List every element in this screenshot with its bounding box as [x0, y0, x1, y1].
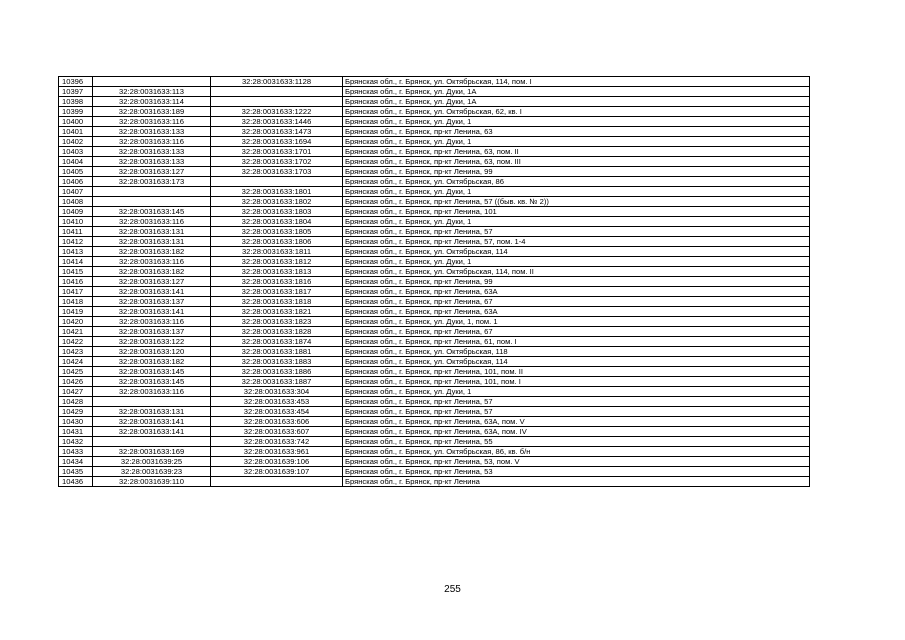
- row-number: 10419: [59, 307, 93, 317]
- address: Брянская обл., г. Брянск, пр-кт Ленина, 67: [343, 297, 810, 307]
- cadastral-number-object: 32:28:0031633:1817: [211, 287, 343, 297]
- table-row: [59, 437, 810, 447]
- address: Брянская обл., г. Брянск, пр-кт Ленина, 101, пом. I: [343, 377, 810, 387]
- row-number: 10428: [59, 397, 93, 407]
- cadastral-number-parcel: 32:28:0031639:25: [93, 457, 211, 467]
- table-row: [59, 447, 810, 457]
- cadastral-number-object: 32:28:0031633:1811: [211, 247, 343, 257]
- cadastral-number-parcel: 32:28:0031633:113: [93, 87, 211, 97]
- address: Брянская обл., г. Брянск, ул. Дуки, 1: [343, 137, 810, 147]
- table-row: [59, 237, 810, 247]
- cadastral-number-parcel: 32:28:0031633:145: [93, 367, 211, 377]
- table-row: [59, 117, 810, 127]
- cadastral-number-object: 32:28:0031633:304: [211, 387, 343, 397]
- cadastral-number-object: 32:28:0031633:1828: [211, 327, 343, 337]
- address: Брянская обл., г. Брянск, пр-кт Ленина, 99: [343, 167, 810, 177]
- table-row: [59, 197, 810, 207]
- cadastral-number-object: 32:28:0031639:106: [211, 457, 343, 467]
- address: Брянская обл., г. Брянск, пр-кт Ленина, 57 ((быв. кв. № 2)): [343, 197, 810, 207]
- table-row: [59, 177, 810, 187]
- table-row: [59, 187, 810, 197]
- address: Брянская обл., г. Брянск, пр-кт Ленина, 61, пом. I: [343, 337, 810, 347]
- cadastral-number-object: 32:28:0031633:1874: [211, 337, 343, 347]
- cadastral-number-object: 32:28:0031633:961: [211, 447, 343, 457]
- row-number: 10433: [59, 447, 93, 457]
- cadastral-number-parcel: [93, 187, 211, 197]
- cadastral-number-object: 32:28:0031633:1446: [211, 117, 343, 127]
- table-row: [59, 97, 810, 107]
- table-row: [59, 247, 810, 257]
- row-number: 10402: [59, 137, 93, 147]
- row-number: 10418: [59, 297, 93, 307]
- table-row: [59, 157, 810, 167]
- table-row: [59, 477, 810, 487]
- cadastral-number-parcel: 32:28:0031633:145: [93, 207, 211, 217]
- cadastral-number-object: 32:28:0031633:1702: [211, 157, 343, 167]
- row-number: 10399: [59, 107, 93, 117]
- cadastral-number-parcel: 32:28:0031633:141: [93, 307, 211, 317]
- cadastral-number-parcel: 32:28:0031633:133: [93, 127, 211, 137]
- address: Брянская обл., г. Брянск, ул. Дуки, 1: [343, 217, 810, 227]
- cadastral-number-parcel: 32:28:0031633:133: [93, 147, 211, 157]
- cadastral-number-parcel: 32:28:0031633:120: [93, 347, 211, 357]
- row-number: 10421: [59, 327, 93, 337]
- table-row: [59, 317, 810, 327]
- address: Брянская обл., г. Брянск, пр-кт Ленина, 101, пом. II: [343, 367, 810, 377]
- address: Брянская обл., г. Брянск, ул. Октябрьская, 118: [343, 347, 810, 357]
- table-row: [59, 357, 810, 367]
- cadastral-number-object: [211, 87, 343, 97]
- cadastral-number-object: 32:28:0031633:1805: [211, 227, 343, 237]
- row-number: 10412: [59, 237, 93, 247]
- address: Брянская обл., г. Брянск, ул. Дуки, 1: [343, 117, 810, 127]
- cadastral-number-parcel: 32:28:0031633:141: [93, 417, 211, 427]
- cadastral-number-object: 32:28:0031633:1703: [211, 167, 343, 177]
- row-number: 10396: [59, 77, 93, 87]
- table-row: [59, 77, 810, 87]
- address: Брянская обл., г. Брянск, ул. Дуки, 1: [343, 187, 810, 197]
- cadastral-number-parcel: 32:28:0031633:116: [93, 217, 211, 227]
- cadastral-number-object: 32:28:0031633:1803: [211, 207, 343, 217]
- table-row: [59, 417, 810, 427]
- address: Брянская обл., г. Брянск, ул. Дуки, 1: [343, 387, 810, 397]
- cadastral-number-parcel: 32:28:0031633:133: [93, 157, 211, 167]
- address: Брянская обл., г. Брянск, пр-кт Ленина, 53, пом. V: [343, 457, 810, 467]
- cadastral-number-object: 32:28:0031633:742: [211, 437, 343, 447]
- address: Брянская обл., г. Брянск, пр-кт Ленина: [343, 477, 810, 487]
- table-row: [59, 327, 810, 337]
- row-number: 10423: [59, 347, 93, 357]
- cadastral-number-object: 32:28:0031633:1802: [211, 197, 343, 207]
- row-number: 10420: [59, 317, 93, 327]
- address: Брянская обл., г. Брянск, ул. Октябрьская, 114: [343, 357, 810, 367]
- address: Брянская обл., г. Брянск, пр-кт Ленина, 63, пом. III: [343, 157, 810, 167]
- address: Брянская обл., г. Брянск, пр-кт Ленина, 99: [343, 277, 810, 287]
- row-number: 10397: [59, 87, 93, 97]
- table-row: [59, 257, 810, 267]
- records-table: [58, 76, 810, 487]
- address: Брянская обл., г. Брянск, ул. Дуки, 1: [343, 257, 810, 267]
- table-row: [59, 407, 810, 417]
- row-number: 10435: [59, 467, 93, 477]
- row-number: 10424: [59, 357, 93, 367]
- row-number: 10429: [59, 407, 93, 417]
- address: Брянская обл., г. Брянск, ул. Октябрьская, 114, пом. II: [343, 267, 810, 277]
- row-number: 10398: [59, 97, 93, 107]
- table-row: [59, 457, 810, 467]
- cadastral-number-object: 32:28:0031633:1128: [211, 77, 343, 87]
- page-number: 255: [444, 584, 461, 595]
- cadastral-number-object: 32:28:0031633:1473: [211, 127, 343, 137]
- row-number: 10431: [59, 427, 93, 437]
- cadastral-number-object: 32:28:0031633:1694: [211, 137, 343, 147]
- cadastral-number-object: 32:28:0031633:1883: [211, 357, 343, 367]
- cadastral-number-object: 32:28:0031633:454: [211, 407, 343, 417]
- address: Брянская обл., г. Брянск, пр-кт Ленина, 57, пом. 1-4: [343, 237, 810, 247]
- row-number: 10415: [59, 267, 93, 277]
- cadastral-number-parcel: 32:28:0031633:173: [93, 177, 211, 187]
- row-number: 10432: [59, 437, 93, 447]
- address: Брянская обл., г. Брянск, пр-кт Ленина, 63А: [343, 307, 810, 317]
- row-number: 10414: [59, 257, 93, 267]
- address: Брянская обл., г. Брянск, пр-кт Ленина, 63А, пом. V: [343, 417, 810, 427]
- table-row: [59, 107, 810, 117]
- table-row: [59, 137, 810, 147]
- table-row: [59, 427, 810, 437]
- row-number: 10422: [59, 337, 93, 347]
- row-number: 10405: [59, 167, 93, 177]
- cadastral-number-object: 32:28:0031633:1887: [211, 377, 343, 387]
- address: Брянская обл., г. Брянск, ул. Октябрьская, 86, кв. б/н: [343, 447, 810, 457]
- cadastral-number-object: 32:28:0031633:1804: [211, 217, 343, 227]
- table-row: [59, 347, 810, 357]
- address: Брянская обл., г. Брянск, пр-кт Ленина, 63: [343, 127, 810, 137]
- cadastral-number-parcel: [93, 77, 211, 87]
- address: Брянская обл., г. Брянск, ул. Дуки, 1, пом. 1: [343, 317, 810, 327]
- table-row: [59, 167, 810, 177]
- address: Брянская обл., г. Брянск, ул. Октябрьская, 114: [343, 247, 810, 257]
- row-number: 10436: [59, 477, 93, 487]
- cadastral-number-object: 32:28:0031633:1821: [211, 307, 343, 317]
- address: Брянская обл., г. Брянск, пр-кт Ленина, 67: [343, 327, 810, 337]
- row-number: 10430: [59, 417, 93, 427]
- row-number: 10401: [59, 127, 93, 137]
- cadastral-number-object: 32:28:0031633:607: [211, 427, 343, 437]
- cadastral-number-object: 32:28:0031633:1222: [211, 107, 343, 117]
- cadastral-number-object: 32:28:0031633:1701: [211, 147, 343, 157]
- table-row: [59, 147, 810, 157]
- address: Брянская обл., г. Брянск, пр-кт Ленина, 63А, пом. IV: [343, 427, 810, 437]
- table-row: [59, 207, 810, 217]
- cadastral-number-object: 32:28:0031633:1812: [211, 257, 343, 267]
- row-number: 10411: [59, 227, 93, 237]
- cadastral-number-parcel: 32:28:0031633:141: [93, 427, 211, 437]
- row-number: 10400: [59, 117, 93, 127]
- address: Брянская обл., г. Брянск, пр-кт Ленина, 101: [343, 207, 810, 217]
- row-number: 10410: [59, 217, 93, 227]
- cadastral-number-parcel: 32:28:0031633:131: [93, 227, 211, 237]
- table-row: [59, 307, 810, 317]
- cadastral-number-parcel: 32:28:0031633:116: [93, 257, 211, 267]
- cadastral-number-parcel: 32:28:0031633:127: [93, 167, 211, 177]
- address: Брянская обл., г. Брянск, ул. Октябрьская, 114, пом. I: [343, 77, 810, 87]
- cadastral-number-object: 32:28:0031633:1806: [211, 237, 343, 247]
- cadastral-number-parcel: 32:28:0031633:127: [93, 277, 211, 287]
- row-number: 10425: [59, 367, 93, 377]
- table-row: [59, 277, 810, 287]
- table-row: [59, 297, 810, 307]
- row-number: 10416: [59, 277, 93, 287]
- row-number: 10426: [59, 377, 93, 387]
- cadastral-number-parcel: 32:28:0031633:116: [93, 137, 211, 147]
- cadastral-number-parcel: 32:28:0031633:116: [93, 117, 211, 127]
- table-row: [59, 267, 810, 277]
- table-row: [59, 87, 810, 97]
- cadastral-number-parcel: 32:28:0031639:23: [93, 467, 211, 477]
- address: Брянская обл., г. Брянск, пр-кт Ленина, 57: [343, 397, 810, 407]
- row-number: 10407: [59, 187, 93, 197]
- records-body: [59, 77, 810, 487]
- table-row: [59, 227, 810, 237]
- cadastral-number-parcel: [93, 197, 211, 207]
- table-row: [59, 377, 810, 387]
- address: Брянская обл., г. Брянск, пр-кт Ленина, 53: [343, 467, 810, 477]
- cadastral-number-object: 32:28:0031639:107: [211, 467, 343, 477]
- address: Брянская обл., г. Брянск, ул. Дуки, 1А: [343, 97, 810, 107]
- cadastral-number-object: 32:28:0031633:1886: [211, 367, 343, 377]
- address: Брянская обл., г. Брянск, ул. Октябрьская, 86: [343, 177, 810, 187]
- cadastral-number-object: 32:28:0031633:1816: [211, 277, 343, 287]
- cadastral-number-object: [211, 477, 343, 487]
- row-number: 10404: [59, 157, 93, 167]
- cadastral-number-parcel: 32:28:0031639:110: [93, 477, 211, 487]
- address: Брянская обл., г. Брянск, пр-кт Ленина, 57: [343, 227, 810, 237]
- address: Брянская обл., г. Брянск, пр-кт Ленина, 63А: [343, 287, 810, 297]
- address: Брянская обл., г. Брянск, ул. Октябрьская, 62, кв. I: [343, 107, 810, 117]
- row-number: 10403: [59, 147, 93, 157]
- table-row: [59, 467, 810, 477]
- cadastral-number-parcel: 32:28:0031633:169: [93, 447, 211, 457]
- cadastral-number-parcel: 32:28:0031633:141: [93, 287, 211, 297]
- cadastral-number-object: [211, 177, 343, 187]
- cadastral-number-parcel: [93, 397, 211, 407]
- cadastral-number-parcel: 32:28:0031633:131: [93, 407, 211, 417]
- cadastral-number-parcel: [93, 437, 211, 447]
- address: Брянская обл., г. Брянск, пр-кт Ленина, 55: [343, 437, 810, 447]
- cadastral-number-parcel: 32:28:0031633:137: [93, 327, 211, 337]
- table-row: [59, 287, 810, 297]
- cadastral-number-object: 32:28:0031633:1818: [211, 297, 343, 307]
- address: Брянская обл., г. Брянск, пр-кт Ленина, 63, пом. II: [343, 147, 810, 157]
- cadastral-number-parcel: 32:28:0031633:116: [93, 387, 211, 397]
- cadastral-number-parcel: 32:28:0031633:182: [93, 247, 211, 257]
- table-row: [59, 367, 810, 377]
- row-number: 10406: [59, 177, 93, 187]
- cadastral-number-object: [211, 97, 343, 107]
- cadastral-number-object: 32:28:0031633:1801: [211, 187, 343, 197]
- row-number: 10409: [59, 207, 93, 217]
- cadastral-number-parcel: 32:28:0031633:114: [93, 97, 211, 107]
- table-row: [59, 217, 810, 227]
- row-number: 10417: [59, 287, 93, 297]
- row-number: 10427: [59, 387, 93, 397]
- table-row: [59, 397, 810, 407]
- cadastral-number-object: 32:28:0031633:1823: [211, 317, 343, 327]
- table-row: [59, 127, 810, 137]
- table-row: [59, 387, 810, 397]
- cadastral-number-parcel: 32:28:0031633:145: [93, 377, 211, 387]
- cadastral-number-parcel: 32:28:0031633:122: [93, 337, 211, 347]
- table-row: [59, 337, 810, 347]
- cadastral-number-object: 32:28:0031633:606: [211, 417, 343, 427]
- cadastral-number-object: 32:28:0031633:1881: [211, 347, 343, 357]
- cadastral-number-parcel: 32:28:0031633:182: [93, 267, 211, 277]
- row-number: 10434: [59, 457, 93, 467]
- address: Брянская обл., г. Брянск, ул. Дуки, 1А: [343, 87, 810, 97]
- row-number: 10408: [59, 197, 93, 207]
- cadastral-number-parcel: 32:28:0031633:137: [93, 297, 211, 307]
- cadastral-number-parcel: 32:28:0031633:131: [93, 237, 211, 247]
- row-number: 10413: [59, 247, 93, 257]
- cadastral-number-parcel: 32:28:0031633:116: [93, 317, 211, 327]
- address: Брянская обл., г. Брянск, пр-кт Ленина, 57: [343, 407, 810, 417]
- cadastral-number-parcel: 32:28:0031633:182: [93, 357, 211, 367]
- cadastral-number-parcel: 32:28:0031633:189: [93, 107, 211, 117]
- cadastral-number-object: 32:28:0031633:1813: [211, 267, 343, 277]
- cadastral-number-object: 32:28:0031633:453: [211, 397, 343, 407]
